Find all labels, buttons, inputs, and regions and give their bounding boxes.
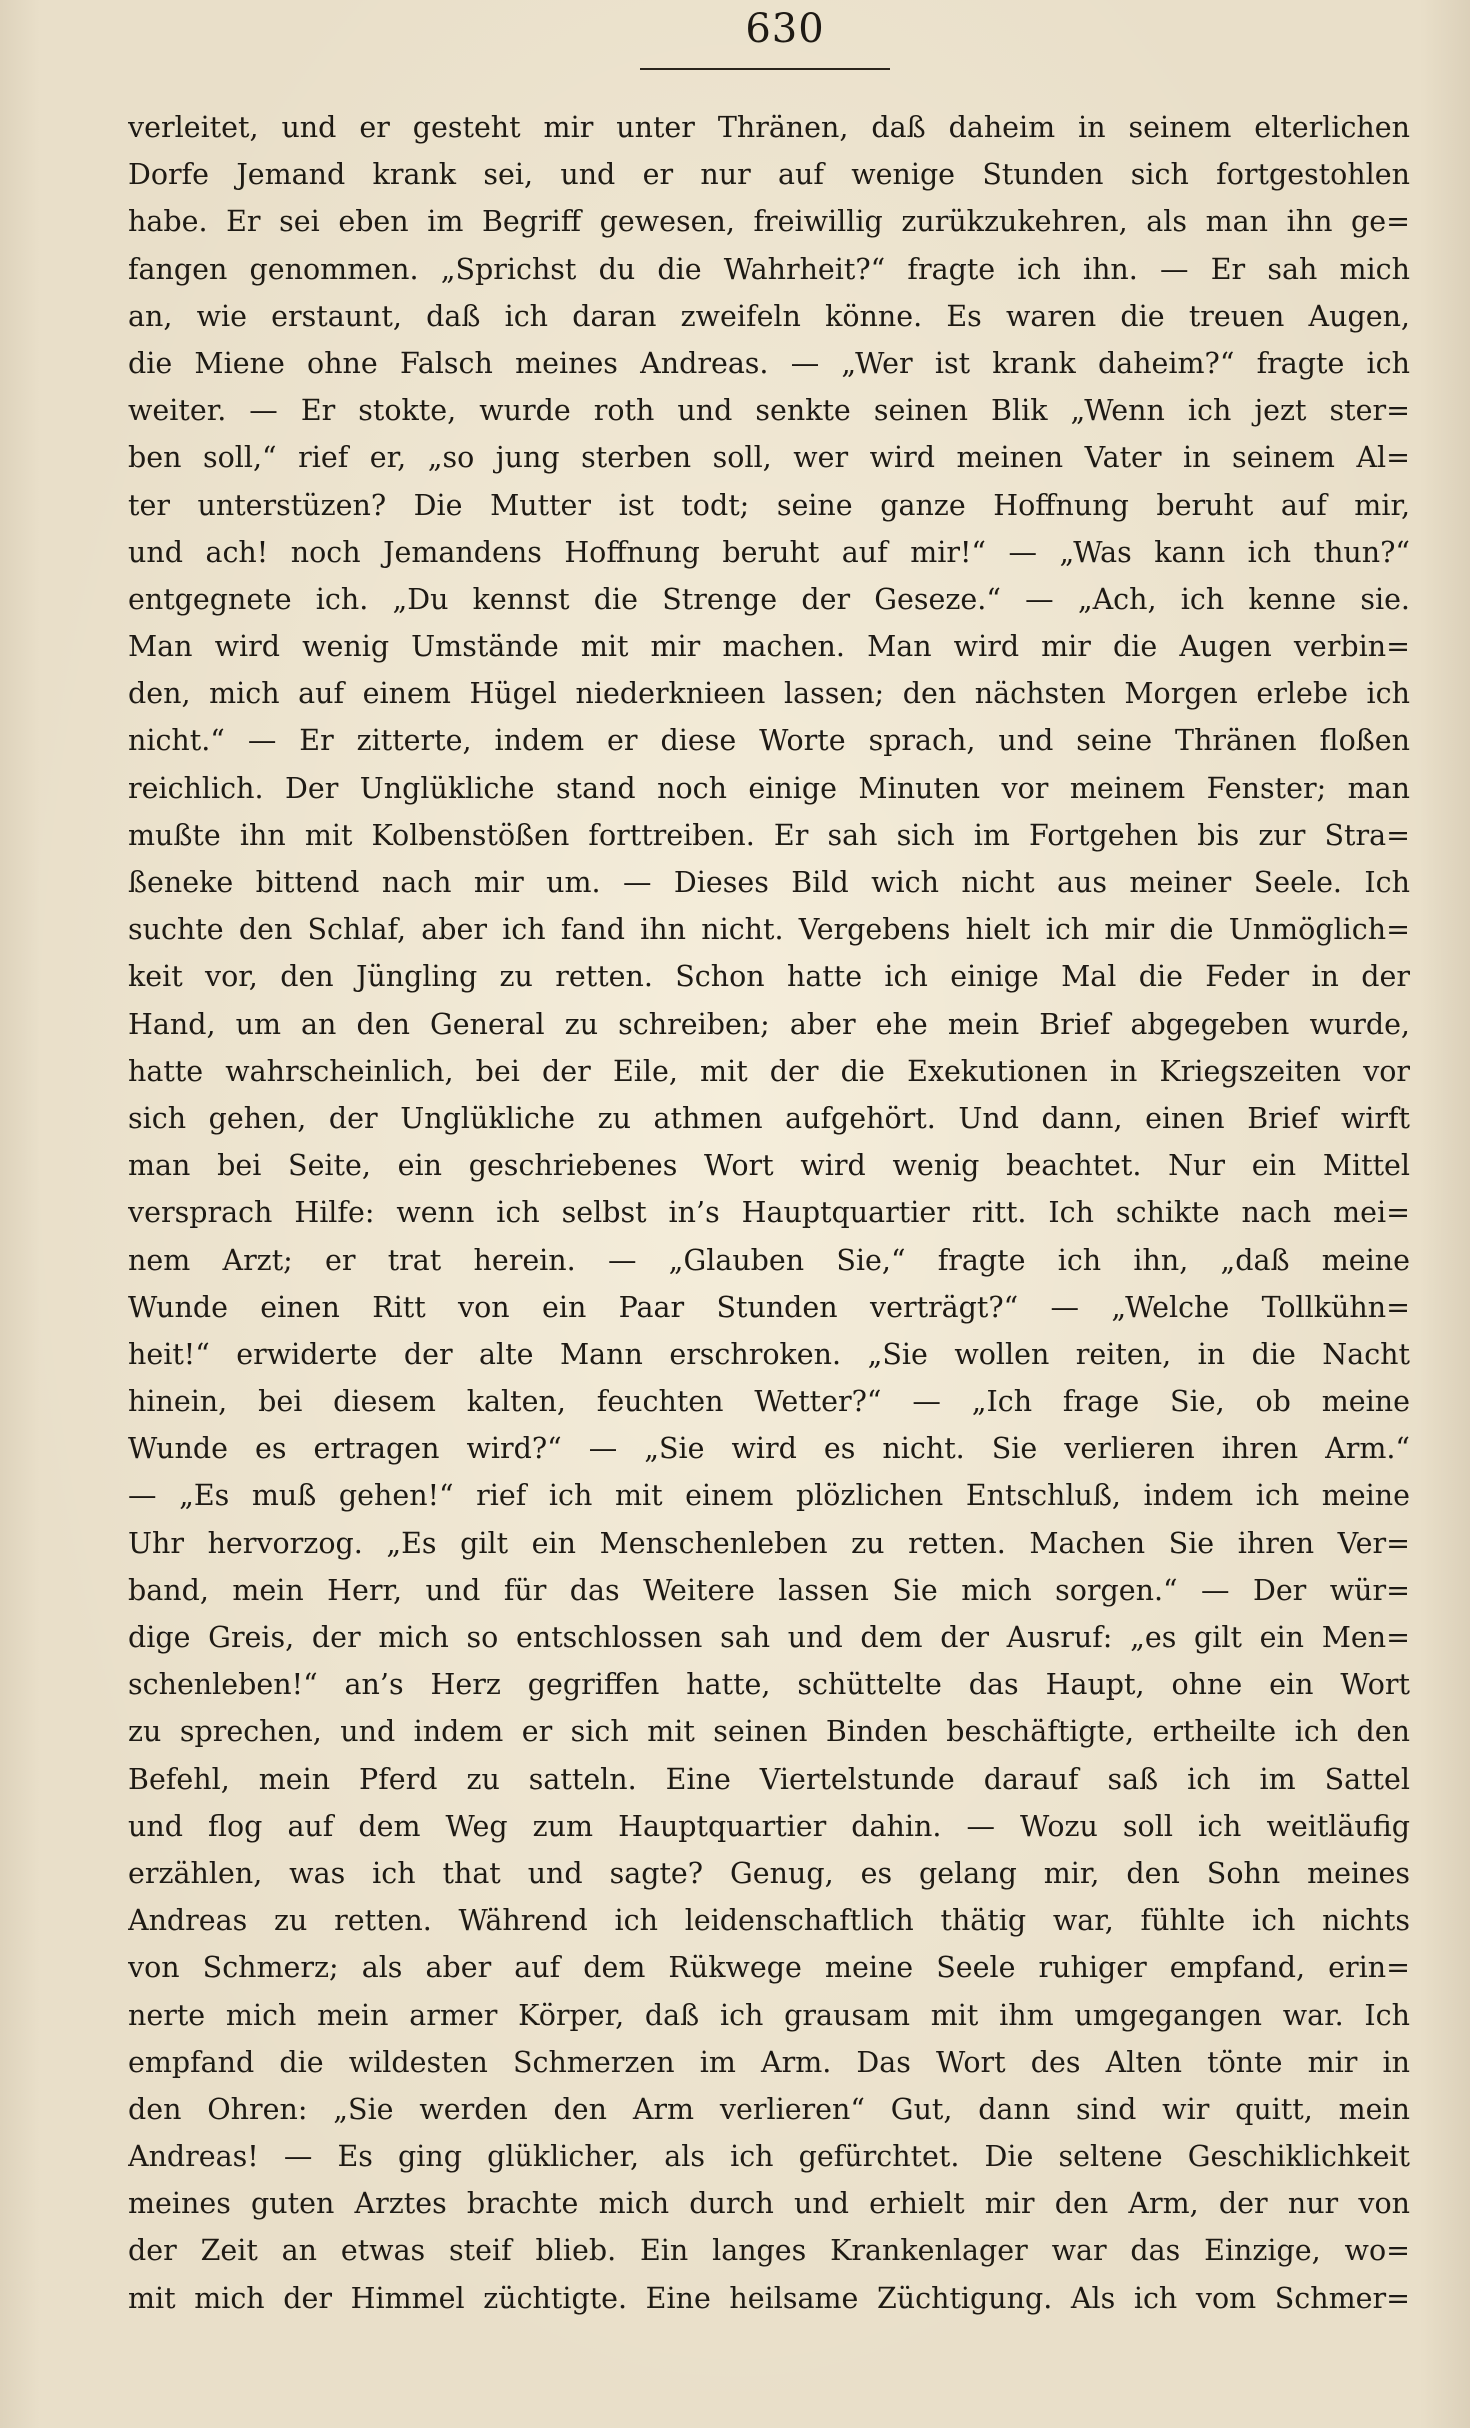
text-line: reichlich. Der Unglükliche stand noch einige Minuten vor meinem Fenster; man [128,771,1410,805]
text-line: von Schmerz; als aber auf dem Rükwege meine Seele ruhiger empfand, erin= [128,1951,1410,1985]
text-line: ßenekе bittend nach mir um. — Dieses Bild wich nicht aus meiner Seele. Ich [128,866,1410,899]
text-line: suchte den Schlaf, aber ich fand ihn nicht. Vergebens hielt ich mir die Unmöglich= [128,913,1410,947]
text-line: Dorfe Jemand krank sei, und er nur auf wenige Stunden sich fortgestohlen [128,158,1410,192]
text-line: sich gehen, der Unglükliche zu athmen aufgehört. Und dann, einen Brief wirft [128,1101,1410,1135]
text-line: hatte wahrscheinlich, bei der Eile, mit der die Exekutionen in Kriegszeiten vor [128,1054,1410,1088]
text-line: ter unterstüzen? Die Mutter ist todt; seine ganze Hoffnung beruht auf mir, [128,488,1410,522]
text-line: Andreas zu retten. Während ich leidenschaftlich thätig war, fühlte ich nichts [128,1904,1410,1938]
text-line: entgegnete ich. „Du kennst die Strenge der Geseze.“ — „Ach, ich kenne sie. [128,582,1410,616]
text-line: mit mich der Himmel züchtigte. Eine heilsame Züchtigung. Als ich vom Schmer= [128,2281,1410,2315]
text-line: man bei Seite, ein geschriebenes Wort wird wenig beachtet. Nur ein Mittel [128,1149,1410,1183]
header-rule [640,68,890,70]
text-line: an, wie erstaunt, daß ich daran zweifeln könne. Es waren die treuen Augen, [128,299,1410,333]
text-line: meines guten Arztes brachte mich durch und erhielt mir den Arm, der nur von [128,2187,1410,2221]
text-line: Wunde es ertragen wird?“ — „Sie wird es nicht. Sie verlieren ihren Arm.“ [128,1432,1410,1466]
text-line: zu sprechen, und indem er sich mit seinen Binden beschäftigte, ertheilte ich den [128,1715,1410,1749]
text-line: Man wird wenig Umstände mit mir machen. Man wird mir die Augen verbin= [128,630,1410,664]
text-line: Hand, um an den General zu schreiben; aber ehe mein Brief abgegeben wurde, [128,1007,1410,1041]
text-line: und ach! noch Jemandens Hoffnung beruht auf mir!“ — „Was kann ich thun?“ [128,535,1410,569]
text-line: verleitet, und er gesteht mir unter Thränen, daß daheim in seinem elterlichen [128,111,1410,144]
text-line: Wunde einen Ritt von ein Paar Stunden verträgt?“ — „Welche Tollkühn= [128,1290,1410,1324]
text-line: weiter. — Er stokte, wurde roth und senkte seinen Blik „Wenn ich jezt ster= [128,394,1410,428]
text-line: heit!“ erwiderte der alte Mann erschroken. „Sie wollen reiten, in die Nacht [128,1337,1410,1371]
text-line: — „Es muß gehen!“ rief ich mit einem plözlichen Entschluß, indem ich meine [128,1479,1410,1513]
text-line: dige Greis, der mich so entschlossen sah und dem der Ausruf: „es gilt ein Men= [128,1621,1410,1654]
text-line: fangen genommen. „Sprichst du die Wahrheit?“ fragte ich ihn. — Er sah mich [128,252,1410,286]
text-line: Andreas! — Es ging glüklicher, als ich gefürchtet. Die seltene Geschiklichkeit [128,2140,1410,2174]
text-line: ben soll,“ rief er, „so jung sterben soll, wer wird meinen Vater in seinem Al= [128,441,1410,475]
text-line: den, mich auf einem Hügel niederknieen lassen; den nächsten Morgen erlebe ich [128,677,1410,711]
text-line: den Ohren: „Sie werden den Arm verlieren“ Gut, dann sind wir quitt, mein [128,2092,1410,2126]
text-line: empfand die wildesten Schmerzen im Arm. Das Wort des Alten tönte mir in [128,2045,1410,2079]
body-text [128,104,1410,2322]
text-line: band, mein Herr, und für das Weitere lassen Sie mich sorgen.“ — Der wür= [128,1573,1410,1607]
text-line: nerte mich mein armer Körper, daß ich grausam mit ihm umgegangen war. Ich [128,1998,1410,2032]
text-line: die Miene ohne Falsch meines Andreas. — „Wer ist krank daheim?“ fragte ich [128,346,1410,380]
text-line: versprach Hilfe: wenn ich selbst in’s Hauptquartier ritt. Ich schikte nach mei= [128,1196,1410,1230]
text-line: schenleben!“ an’s Herz gegriffen hatte, schüttelte das Haupt, ohne ein Wort [128,1668,1410,1702]
text-line: Befehl, mein Pferd zu satteln. Eine Viertelstunde darauf saß ich im Sattel [128,1762,1410,1796]
page-number: 630 [745,6,825,52]
text-line: hinein, bei diesem kalten, feuchten Wetter?“ — „Ich frage Sie, ob meine [128,1385,1410,1419]
text-line: habe. Er sei eben im Begriff gewesen, freiwillig zurükzukehren, als man ihn ge= [128,205,1410,239]
text-line: erzählen, was ich that und sagte? Genug, es gelang mir, den Sohn meines [128,1856,1410,1890]
text-line: nicht.“ — Er zitterte, indem er diese Worte sprach, und seine Thränen floßen [128,724,1410,758]
text-line: mußte ihn mit Kolbenstößen forttreiben. Er sah sich im Fortgehen bis zur Stra= [128,818,1410,852]
text-line: nem Arzt; er trat herein. — „Glauben Sie,“ fragte ich ihn, „daß meine [128,1243,1410,1277]
text-line: keit vor, den Jüngling zu retten. Schon hatte ich einige Mal die Feder in der [128,960,1410,994]
text-line: Uhr hervorzog. „Es gilt ein Menschenleben zu retten. Machen Sie ihren Ver= [128,1526,1410,1560]
text-line: der Zeit an etwas steif blieb. Ein langes Krankenlager war das Einzige, wo= [128,2234,1410,2268]
text-line: und flog auf dem Weg zum Hauptquartier dahin. — Wozu soll ich weitläufig [128,1809,1410,1843]
